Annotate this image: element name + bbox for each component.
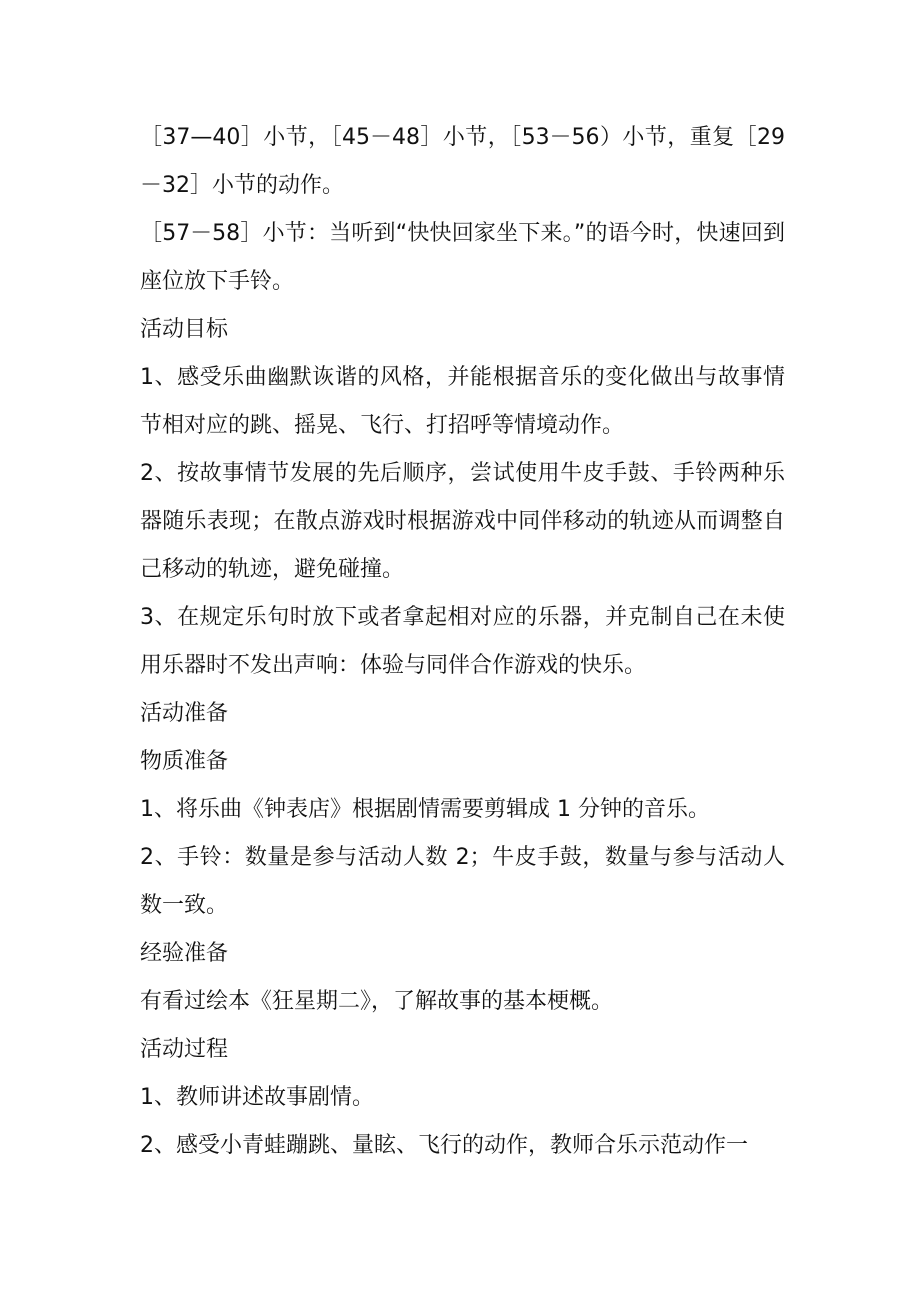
- material-item-2: 2、手铃：数量是参与活动人数 2；牛皮手鼓，数量与参与活动人数一致。: [140, 845, 785, 918]
- experience-text: 有看过绘本《狂星期二》，了解故事的基本梗概。: [140, 989, 614, 1014]
- process-item-2: 2、感受小青蛙蹦跳、量眩、飞行的动作，教师合乐示范动作一: [140, 1133, 748, 1158]
- goal-item-3: 3、在规定乐句时放下或者拿起相对应的乐器，并克制自己在未使用乐器时不发出声响：体验与同伴合作游戏的快乐。: [140, 605, 785, 678]
- heading-activity-preparation: 活动准备: [140, 701, 229, 726]
- material-item-1: 1、将乐曲《钟表店》根据剧情需要剪辑成 1 分钟的音乐。: [140, 797, 710, 822]
- heading-experience-preparation: 经验准备: [140, 941, 229, 966]
- goal-item-2: 2、按故事情节发展的先后顺序，尝试使用牛皮手鼓、手铃两种乐器随乐表现；在散点游戏时根据游戏中同伴移动的轨迹从而调整自己移动的轨迹，避免碰撞。: [140, 461, 785, 582]
- heading-activity-goals: 活动目标: [140, 317, 229, 342]
- heading-material-preparation: 物质准备: [140, 749, 229, 774]
- heading-activity-process: 活动过程: [140, 1037, 229, 1062]
- document-body: [140, 114, 785, 1170]
- process-item-1: 1、教师讲述故事剧情。: [140, 1085, 374, 1110]
- paragraph-measure-return: ［57－58］小节：当听到“快快回家坐下来。”的语今时，快速回到座位放下手铃。: [140, 221, 785, 294]
- goal-item-1: 1、感受乐曲幽默诙谐的风格，并能根据音乐的变化做出与故事情节相对应的跳、摇晃、飞行、打招呼等情境动作。: [140, 365, 785, 438]
- paragraph-measure-repeat: ［37—40］小节，［45－48］小节，［53－56）小节，重复［29－32］小节的动作。: [140, 125, 785, 198]
